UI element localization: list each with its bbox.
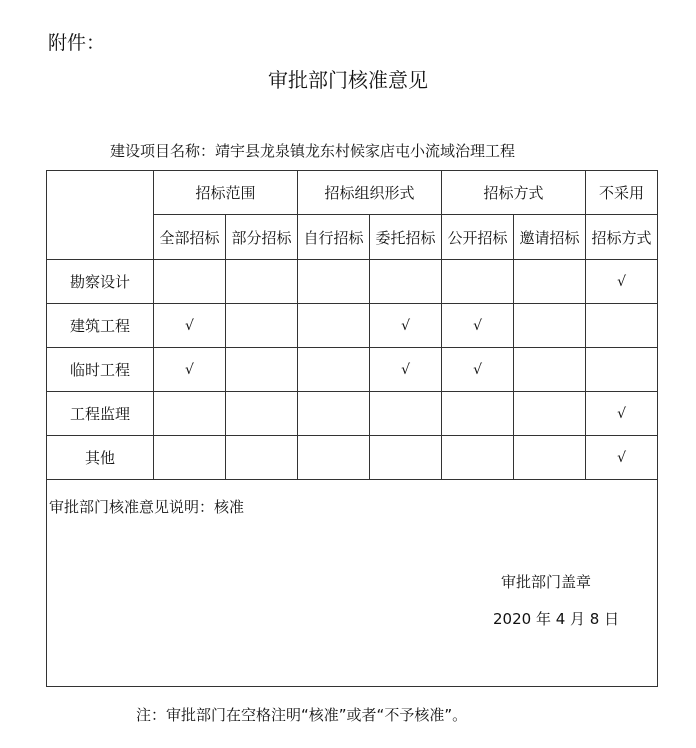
mark-cell[interactable]	[298, 260, 370, 304]
row-label: 勘察设计	[47, 260, 154, 304]
table-row	[47, 392, 658, 436]
mark-cell[interactable]	[154, 436, 226, 480]
seal-label: 审批部门盖章	[501, 573, 592, 591]
mark-cell[interactable]	[370, 260, 442, 304]
mark-cell[interactable]: √	[370, 348, 442, 392]
subheader-cell: 全部招标	[154, 215, 226, 260]
mark-cell[interactable]: √	[442, 304, 514, 348]
mark-cell[interactable]	[442, 392, 514, 436]
mark-cell[interactable]	[514, 260, 586, 304]
table-row	[47, 348, 658, 392]
mark-cell[interactable]: √	[586, 436, 658, 480]
mark-cell[interactable]: √	[586, 260, 658, 304]
row-label: 临时工程	[47, 348, 154, 392]
mark-cell[interactable]	[514, 436, 586, 480]
mark-cell[interactable]: √	[586, 392, 658, 436]
mark-cell[interactable]	[298, 436, 370, 480]
table-row	[47, 436, 658, 480]
mark-cell[interactable]	[514, 304, 586, 348]
mark-cell[interactable]	[514, 348, 586, 392]
corner-cell	[47, 171, 154, 260]
footnote: 注：审批部门在空格注明“核准”或者“不予核准”。	[136, 706, 468, 724]
comment-cell[interactable]	[47, 480, 658, 687]
mark-cell[interactable]	[298, 392, 370, 436]
comment-row	[47, 480, 658, 687]
header-row-groups	[47, 171, 658, 215]
mark-cell[interactable]	[226, 348, 298, 392]
mark-cell[interactable]	[370, 436, 442, 480]
group-header-organization: 招标组织形式	[298, 171, 442, 215]
subheader-cell: 自行招标	[298, 215, 370, 260]
subheader-cell: 公开招标	[442, 215, 514, 260]
header-not-adopted-bottom: 招标方式	[586, 215, 658, 260]
mark-cell[interactable]	[226, 436, 298, 480]
mark-cell[interactable]	[226, 304, 298, 348]
mark-cell[interactable]	[226, 260, 298, 304]
subheader-cell: 部分招标	[226, 215, 298, 260]
mark-cell[interactable]: √	[370, 304, 442, 348]
subheader-cell: 邀请招标	[514, 215, 586, 260]
document-title: 审批部门核准意见	[268, 68, 428, 92]
row-label: 工程监理	[47, 392, 154, 436]
mark-cell[interactable]	[586, 348, 658, 392]
mark-cell[interactable]	[586, 304, 658, 348]
mark-cell[interactable]	[154, 392, 226, 436]
mark-cell[interactable]: √	[154, 304, 226, 348]
subheader-cell: 委托招标	[370, 215, 442, 260]
approval-comment: 审批部门核准意见说明：核准	[49, 498, 245, 516]
attachment-label: 附件：	[48, 32, 106, 54]
row-label: 其他	[47, 436, 154, 480]
header-not-adopted-top: 不采用	[586, 171, 658, 215]
mark-cell[interactable]: √	[442, 348, 514, 392]
mark-cell[interactable]	[442, 260, 514, 304]
group-header-method: 招标方式	[442, 171, 586, 215]
approval-table	[46, 170, 658, 687]
mark-cell[interactable]	[154, 260, 226, 304]
mark-cell[interactable]	[370, 392, 442, 436]
mark-cell[interactable]	[442, 436, 514, 480]
mark-cell[interactable]	[514, 392, 586, 436]
mark-cell[interactable]	[298, 304, 370, 348]
row-label: 建筑工程	[47, 304, 154, 348]
table-row	[47, 304, 658, 348]
mark-cell[interactable]	[226, 392, 298, 436]
mark-cell[interactable]: √	[154, 348, 226, 392]
approval-date: 2020 年 4 月 8 日	[493, 610, 620, 628]
group-header-scope: 招标范围	[154, 171, 298, 215]
project-name-line: 建设项目名称：靖宇县龙泉镇龙东村候家店屯小流域治理工程	[110, 142, 516, 160]
mark-cell[interactable]	[298, 348, 370, 392]
table-row	[47, 260, 658, 304]
